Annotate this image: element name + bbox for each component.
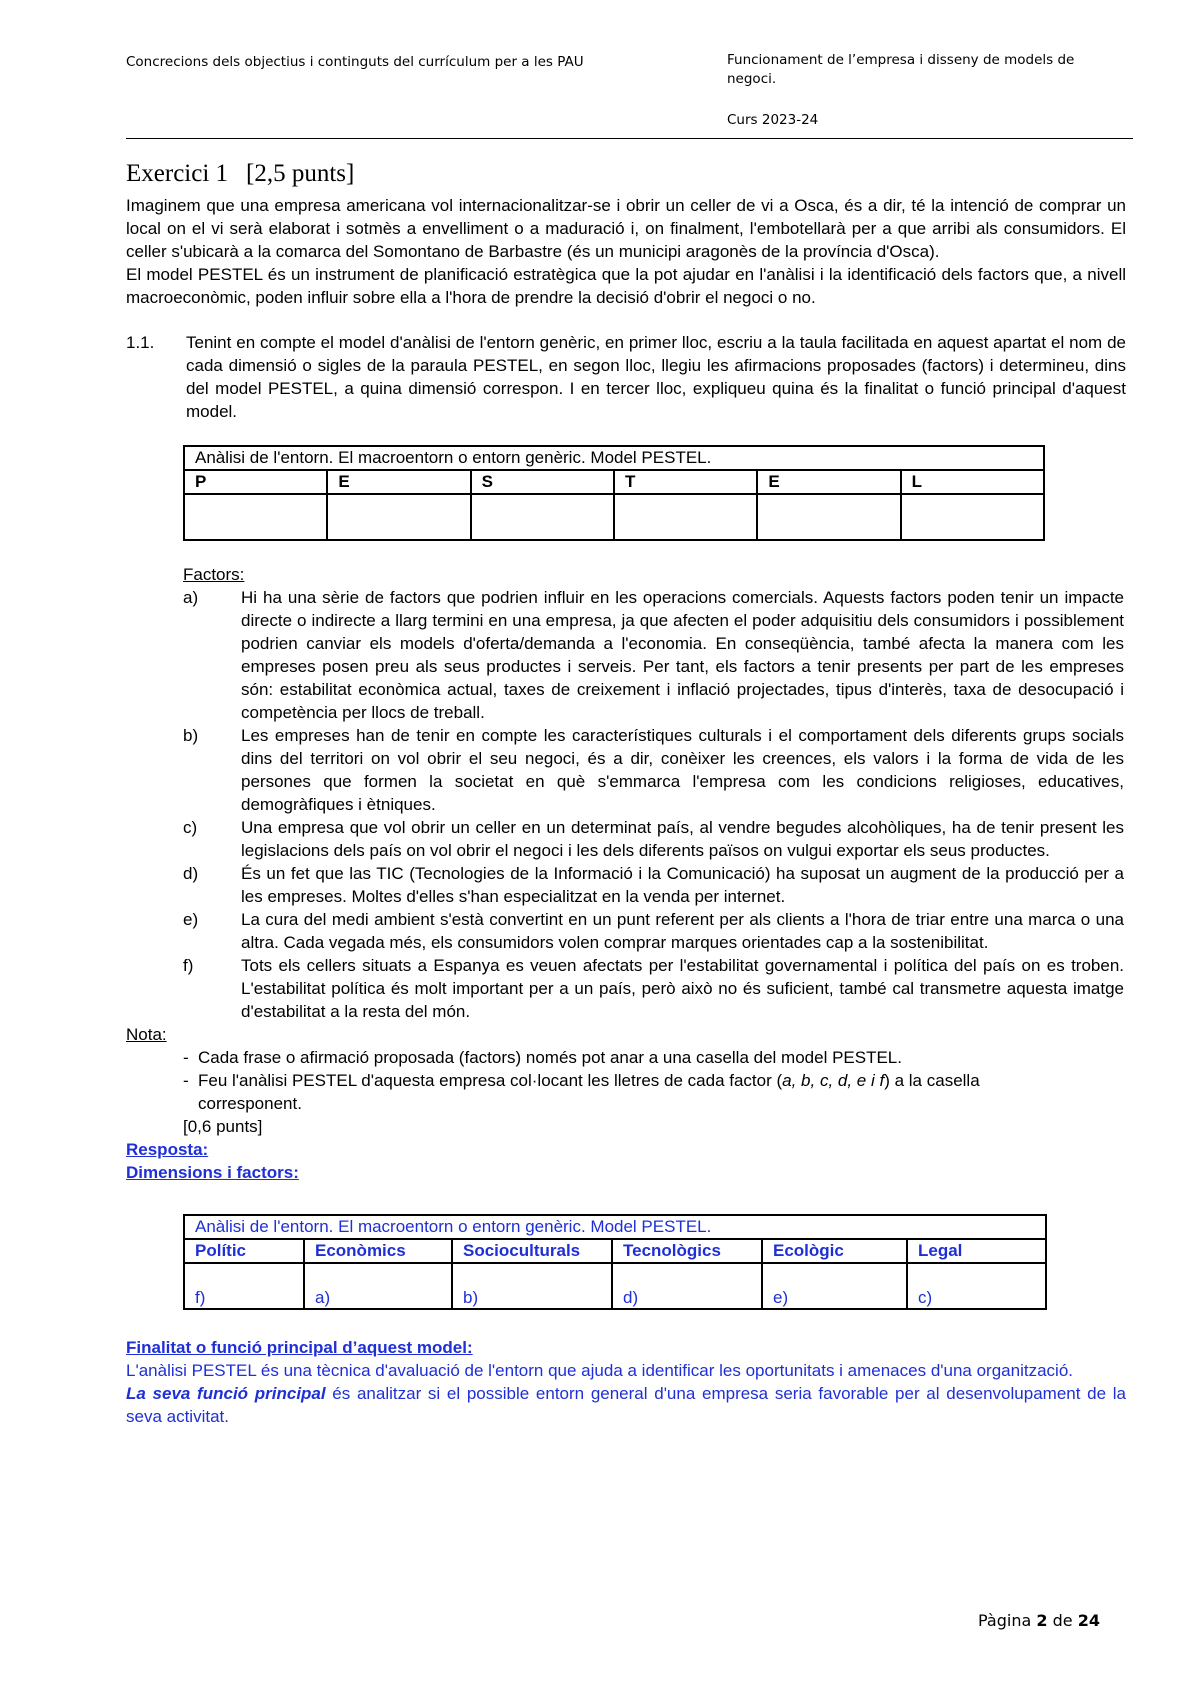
factor-letter: f) <box>183 956 194 975</box>
answer-factor: e) <box>762 1263 907 1309</box>
pestel-label-l: L <box>901 470 1044 494</box>
final-heading: Finalitat o funció principal d’aquest model: <box>126 1338 473 1357</box>
factor-text: Una empresa que vol obrir un celler en un determinat país, al vendre begudes alcohòliques, ha de tenir present les legislacions dels país on vol obrir el negoci i les dels diferents països on vulgui exportar els seus productes. <box>241 818 1124 860</box>
header-left: Concrecions dels objectius i continguts del currículum per a les PAU <box>126 54 584 70</box>
note-points: [0,6 punts] <box>183 1117 263 1136</box>
pestel-answer-table <box>183 1214 1047 1310</box>
answer-dimension: Ecològic <box>762 1239 907 1263</box>
factor-item <box>183 586 1126 724</box>
header-divider <box>126 138 1133 139</box>
exercise-title <box>126 160 1126 188</box>
factor-text: És un fet que las TIC (Tecnologies de la Informació i la Comunicació) ha suposat un augment de la producció per a les empreses. Moltes d'elles s'han especialitzat en la venda per internet. <box>241 864 1124 906</box>
intro-paragraph-2: El model PESTEL és un instrument de planificació estratègica que la pot ajudar en l'anàlisi i la identificació dels factors que, a nivell macroeconòmic, poden influir sobre ella a l'hora de prendre la decisió d'obrir el negoci o no. <box>126 265 1126 307</box>
note-item <box>183 1046 1126 1069</box>
page-number <box>978 1611 1100 1630</box>
factor-item <box>183 862 1126 908</box>
answer-heading: Resposta: <box>126 1140 209 1159</box>
pestel-blank-cell <box>327 494 470 540</box>
factors-list <box>183 563 1126 1023</box>
answer-dimension: Polític <box>184 1239 304 1263</box>
page-of: de <box>1052 1611 1073 1630</box>
factor-text: Hi ha una sèrie de factors que podrien influir en les operacions comercials. Aquests factors poden tenir un impacte directe o indirecte a llarg termini en una empresa, ja que afecten el poder adquisitiu dels consumidors i possiblement podrien canviar els models d'oferta/demanda a l'economia. En conseqüència, també afecta la manera com les empreses posen preu als seus productes i serveis. Per tant, els factors a tenir presents per part de les empreses són: estabilitat econòmica actual, taxes de creixement i inflació projectades, tipus d'interès, taxa de desocupació i competència per llocs de treball. <box>241 588 1124 722</box>
factor-item <box>183 816 1126 862</box>
final-section <box>126 1336 1126 1428</box>
answer-subheading: Dimensions i factors: <box>126 1163 299 1182</box>
final-rest: és analitzar si el possible entorn general d'una empresa seria favorable per al desenvolupament de la seva activitat. <box>126 1384 1126 1426</box>
note-text: Cada frase o afirmació proposada (factors) només pot anar a una casella del model PESTEL. <box>198 1048 902 1067</box>
pestel-label-e2: E <box>757 470 900 494</box>
question-1-1 <box>126 331 1126 423</box>
factor-letter: e) <box>183 910 199 929</box>
pestel-label-t: T <box>614 470 757 494</box>
answer-dimension: Econòmics <box>304 1239 452 1263</box>
factor-letter: b) <box>183 726 199 745</box>
pestel-blank-table <box>183 445 1045 541</box>
pestel-blank-cell <box>901 494 1044 540</box>
factor-letter: c) <box>183 818 198 837</box>
header-course: Curs 2023-24 <box>727 112 819 128</box>
page-word: Pàgina <box>978 1611 1032 1630</box>
note-text-part: ) a la casella corresponent. <box>198 1071 980 1113</box>
factor-text: La cura del medi ambient s'està convertint en un punt referent per als clients a l'hora de triar entre una marca o una altra. Cada vegada més, els consumidors volen comprar marques orientades cap a la sostenibilitat. <box>241 910 1124 952</box>
pestel-label-p: P <box>184 470 327 494</box>
answer-factor: d) <box>612 1263 762 1309</box>
page-current: 2 <box>1036 1611 1048 1630</box>
note-bullet: - <box>183 1048 189 1067</box>
factor-item <box>183 954 1126 1023</box>
pestel-blank-cell <box>471 494 614 540</box>
question-number: 1.1. <box>126 333 155 352</box>
factor-item <box>183 908 1126 954</box>
answer-factor: b) <box>452 1263 612 1309</box>
factor-item <box>183 724 1126 816</box>
pestel-label-e: E <box>327 470 470 494</box>
final-paragraph-2 <box>126 1382 1126 1428</box>
main-content <box>126 160 1126 1428</box>
factor-text: Tots els cellers situats a Espanya es veuen afectats per l'estabilitat governamental i política del país on es troben. L'estabilitat política és molt important per a un país, però això no és suficient, també cal transmetre aquesta imatge d'estabilitat a la resta del món. <box>241 956 1124 1021</box>
factor-letter: d) <box>183 864 199 883</box>
final-paragraph-1: L'anàlisi PESTEL és una tècnica d'avaluació de l'entorn que ajuda a identificar les oportunitats i amenaces d'una organització. <box>126 1361 1073 1380</box>
note-text-part: Feu l'anàlisi PESTEL d'aquesta empresa col·locant les lletres de cada factor ( <box>198 1071 783 1090</box>
exercise-points: [2,5 punts] <box>246 160 355 187</box>
answer-factor: c) <box>907 1263 1046 1309</box>
note-bullet: - <box>183 1071 189 1090</box>
note-item <box>183 1069 1126 1115</box>
pestel-label-s: S <box>471 470 614 494</box>
factor-text: Les empreses han de tenir en compte les característiques culturals i el comportament dels diferents grups socials dins del territori on vol obrir el seu negoci, és a dir, conèixer les creences, els valors i la forma de vida de les persones que formen la societat en què s'emmarca l'empresa com les condicions religioses, educatives, demogràfiques i ètniques. <box>241 726 1124 814</box>
pestel-blank-cell <box>757 494 900 540</box>
answer-factor: f) <box>184 1263 304 1309</box>
header-right <box>727 51 1127 130</box>
note-text <box>198 1069 1068 1115</box>
intro-paragraph-1: Imaginem que una empresa americana vol internacionalitzar-se i obrir un celler de vi a Osca, és a dir, té la intenció de comprar un local on el vi serà elaborat i sotmès a envelliment o a maduració i, on finalment, l'embotellarà per a que arribi als consumidors. El celler s'ubicarà a la comarca del Somontano de Barbastre (és un municipi aragonès de la província d'Osca). <box>126 196 1126 261</box>
note-letters: a, b, c, d, e i f <box>782 1071 885 1090</box>
answer-dimension: Legal <box>907 1239 1046 1263</box>
exercise-name: Exercici 1 <box>126 160 229 187</box>
final-bold-phrase: La seva funció principal <box>126 1384 326 1403</box>
factor-letter: a) <box>183 588 199 607</box>
answer-factor: a) <box>304 1263 452 1309</box>
answer-table-title: Anàlisi de l'entorn. El macroentorn o entorn genèric. Model PESTEL. <box>184 1215 1046 1239</box>
page-total: 24 <box>1077 1611 1100 1630</box>
pestel-blank-cell <box>184 494 327 540</box>
pestel-table-title: Anàlisi de l'entorn. El macroentorn o entorn genèric. Model PESTEL. <box>184 446 1044 470</box>
header-subject: Funcionament de l’empresa i disseny de models de negoci. <box>727 52 1075 87</box>
question-text: Tenint en compte el model d'anàlisi de l'entorn genèric, en primer lloc, escriu a la taula facilitada en aquest apartat el nom de cada dimensió o sigles de la paraula PESTEL, en segon lloc, llegiu les afirmacions proposades (factors) i determineu, dins del model PESTEL, a quina dimensió correspon. I en tercer lloc, expliqueu quina és la finalitat o funció principal d'aquest model. <box>186 333 1126 421</box>
pestel-blank-cell <box>614 494 757 540</box>
factors-title: Factors: <box>183 565 245 584</box>
note-section <box>126 1023 1126 1138</box>
answer-dimension: Socioculturals <box>452 1239 612 1263</box>
answer-dimension: Tecnològics <box>612 1239 762 1263</box>
note-title: Nota: <box>126 1025 167 1044</box>
